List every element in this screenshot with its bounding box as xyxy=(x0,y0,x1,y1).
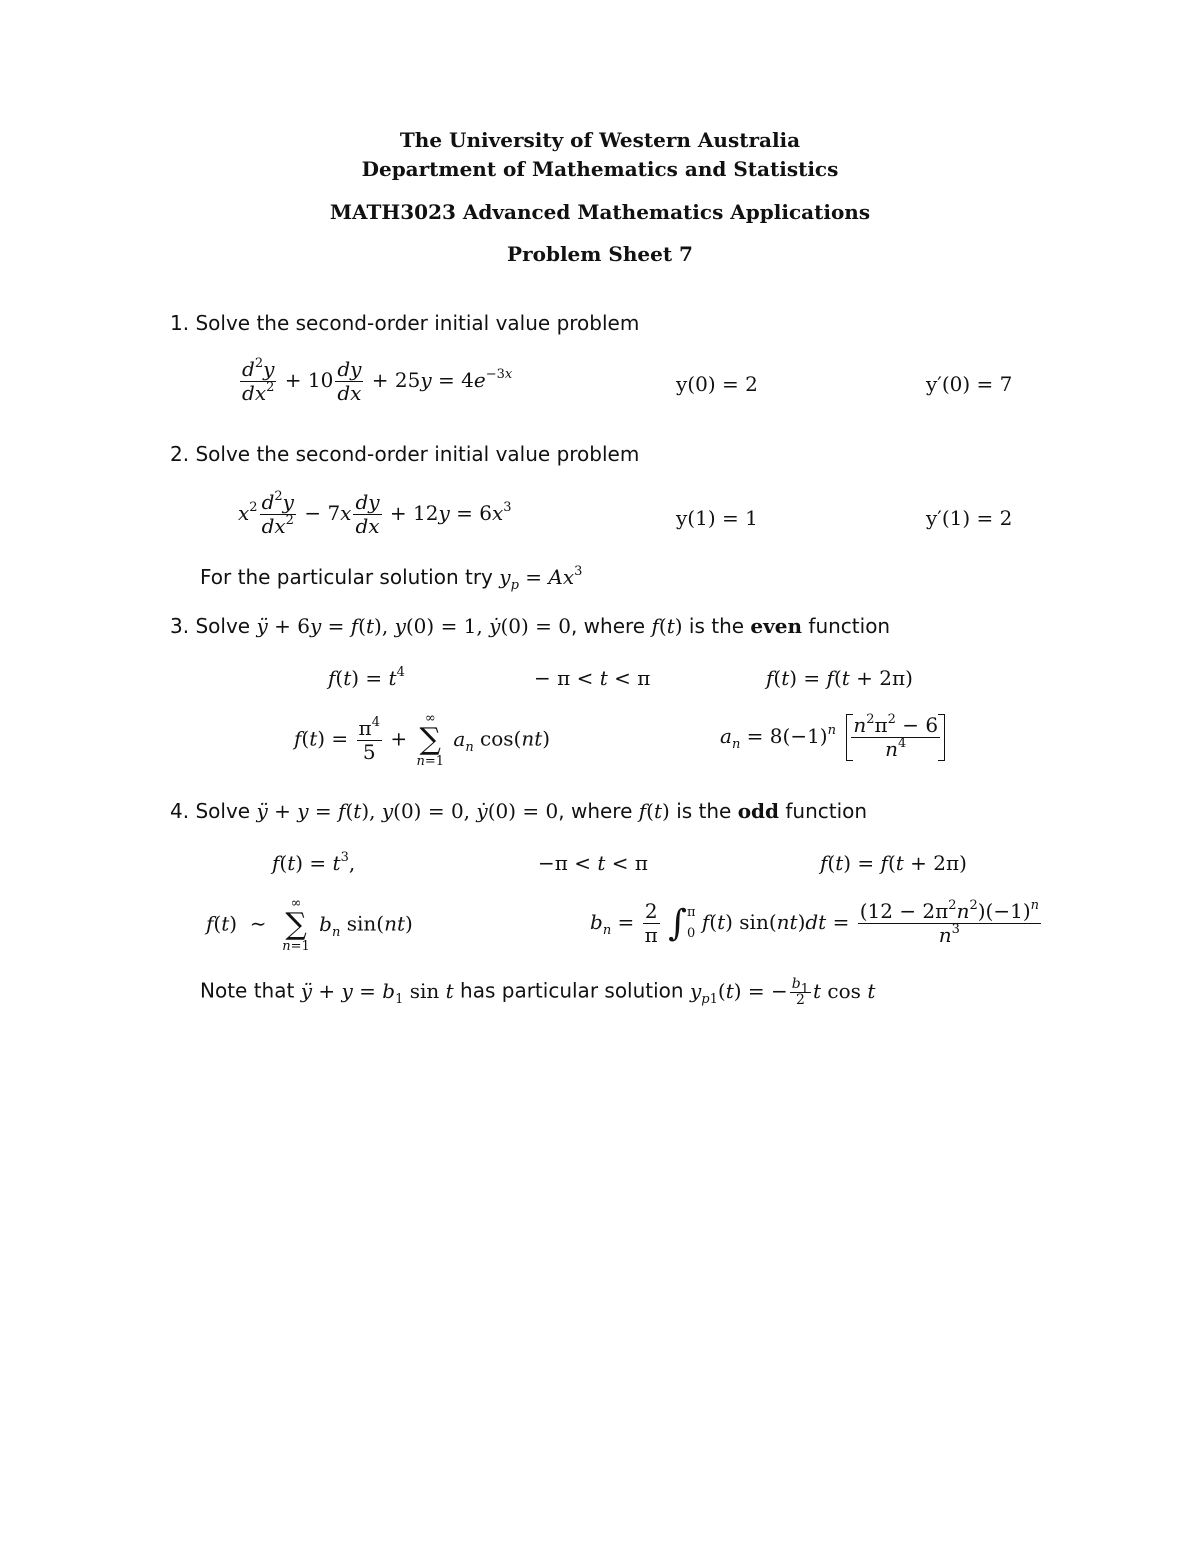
fourier-series: f(t) = $\frac{\pi^4}{5}$ + ∞ ∑ n=1 $a_n$ cos(nt) xyxy=(294,711,551,769)
problem-number: 1. xyxy=(170,311,190,335)
function-word: function xyxy=(808,614,891,638)
function-definition: $f(t) = t^3$, xyxy=(272,850,356,875)
note: Note that ÿ + $y = b_1$ sin t has particular solution $y_{p1}(t)$ = − $\frac{b_1}{2}$ t cos t xyxy=(200,976,876,1008)
department-name: Department of Mathematics and Statistics xyxy=(361,157,839,181)
university-name: The University of Western Australia xyxy=(399,128,801,152)
function-definition: $f(t) = t^4$ xyxy=(328,665,405,690)
problem-4: 4. Solve ÿ + y = f(t), y(0) = 0, ẏ(0) = 0, where f(t) is the odd function xyxy=(170,799,868,823)
problem-number: 3. xyxy=(170,614,190,638)
problem-number: 2. xyxy=(170,442,190,466)
problem-intro-mid: , where xyxy=(570,614,646,638)
note-pre: Note that xyxy=(200,978,295,1003)
function-word: function xyxy=(785,799,868,823)
problem-intro-pre: Solve xyxy=(195,614,251,638)
hint-text: For the particular solution try xyxy=(200,565,493,589)
problem-number: 4. xyxy=(170,799,190,823)
sheet-title: Problem Sheet 7 xyxy=(507,242,693,266)
fourier-coefficient: $a_n = 8(-1)^n$ $\frac{n^2\pi^2 - 6}{n^4}$ xyxy=(720,714,945,761)
fourier-coefficient: $b_n$ = $\frac{2}{\pi}$ ∫ π 0 f(t) sin(nt)dt = $\frac{(12 - 2\pi^2n^2)(-1)^n}{n^3}$ xyxy=(590,898,1040,947)
periodicity: f(t) = f(t + 2π) xyxy=(766,666,913,690)
periodicity: f(t) = f(t + 2π) xyxy=(820,851,967,875)
is-the-text: is the xyxy=(688,614,745,638)
parity-word: even xyxy=(750,614,803,638)
problem-intro-pre: Solve xyxy=(195,799,251,823)
course-title: MATH3023 Advanced Mathematics Applications xyxy=(329,200,871,224)
equation-1: $\frac{d^2y}{dx^2}$ + 10 $\frac{dy}{dx}$ + $25y = 4e^{-3x}$ xyxy=(242,356,513,405)
equation-2: $x^2$ $\frac{d^2y}{dx^2}$ − 7x $\frac{dy}{dx}$ + $12y = 6x^3$ xyxy=(238,489,512,538)
problem-2 xyxy=(170,442,639,466)
problem-1 xyxy=(170,311,639,335)
problem-3: 3. Solve ÿ + 6y = f(t), y(0) = 1, ẏ(0) = 0, where f(t) is the even function xyxy=(170,614,891,638)
problem-intro: Solve the second-order initial value problem xyxy=(195,311,640,335)
fourier-series: f(t) ∼ ∞ ∑ n=1 $b_n$ sin(nt) xyxy=(206,896,413,954)
domain-interval: −π < t < π xyxy=(538,851,649,875)
initial-condition: y′(1) = 2 xyxy=(926,506,1013,530)
initial-condition: y(1) = 1 xyxy=(676,506,758,530)
is-the-text: is the xyxy=(676,799,732,823)
initial-condition: y′(0) = 7 xyxy=(926,372,1013,396)
initial-condition: y(0) = 2 xyxy=(676,372,758,396)
problem-intro: Solve the second-order initial value problem xyxy=(195,442,640,466)
particular-solution-hint: For the particular solution try $y_p = Ax^3$ xyxy=(200,564,583,593)
parity-word: odd xyxy=(737,799,780,823)
note-mid: has particular solution xyxy=(460,978,684,1003)
domain-interval: − π < t < π xyxy=(534,666,651,690)
problem-intro-mid: , where xyxy=(558,799,633,823)
